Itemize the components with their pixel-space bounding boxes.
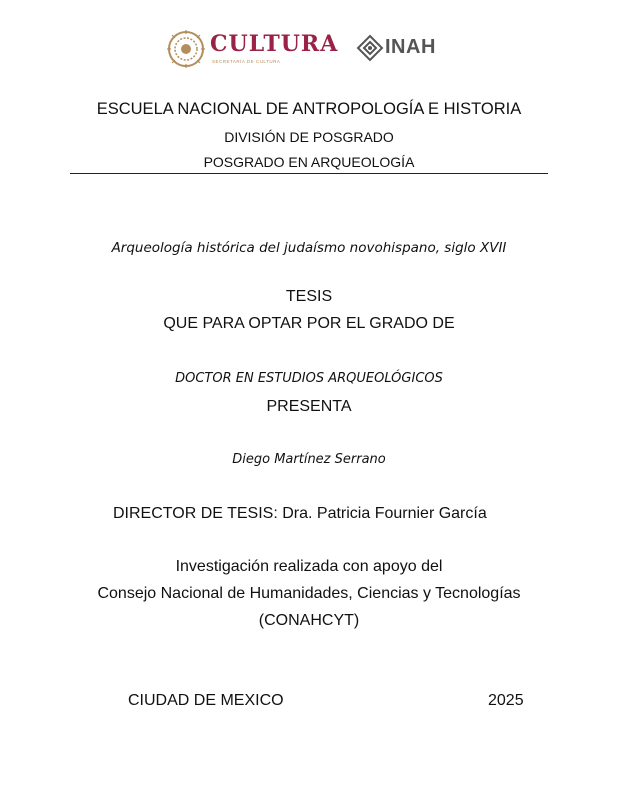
support-line-1: Investigación realizada con apoyo del (175, 558, 443, 575)
cultura-wordmark: CULTURA (210, 31, 339, 57)
header-divider (70, 173, 548, 174)
division-name: DIVISIÓN DE POSGRADO (224, 129, 394, 145)
program-name: POSGRADO EN ARQUEOLOGÍA (203, 154, 415, 170)
year: 2025 (488, 692, 524, 709)
inah-wordmark: INAH (385, 36, 436, 58)
thesis-director: DIRECTOR DE TESIS: Dra. Patricia Fournier García (113, 505, 487, 522)
cultura-logo (166, 29, 339, 69)
presents-label: PRESENTA (266, 398, 352, 415)
city: CIUDAD DE MEXICO (128, 692, 284, 709)
degree-name: DOCTOR EN ESTUDIOS ARQUEOLÓGICOS (175, 371, 443, 386)
thesis-purpose: QUE PARA OPTAR POR EL GRADO DE (163, 315, 455, 332)
thesis-title: Arqueología histórica del judaísmo novohispano, siglo XVII (111, 240, 507, 256)
inah-emblem-icon (356, 34, 384, 62)
cultura-emblem-icon (166, 29, 206, 69)
logo-bar (0, 26, 618, 70)
school-name: ESCUELA NACIONAL DE ANTROPOLOGÍA E HISTORIA (96, 100, 522, 118)
support-line-3: (CONAHCYT) (258, 612, 360, 629)
thesis-type: TESIS (285, 288, 333, 305)
author-name: Diego Martínez Serrano (232, 452, 386, 467)
cultura-tagline: SECRETARÍA DE CULTURA (212, 59, 281, 64)
support-line-2: Consejo Nacional de Humanidades, Ciencias y Tecnologías (97, 585, 521, 602)
